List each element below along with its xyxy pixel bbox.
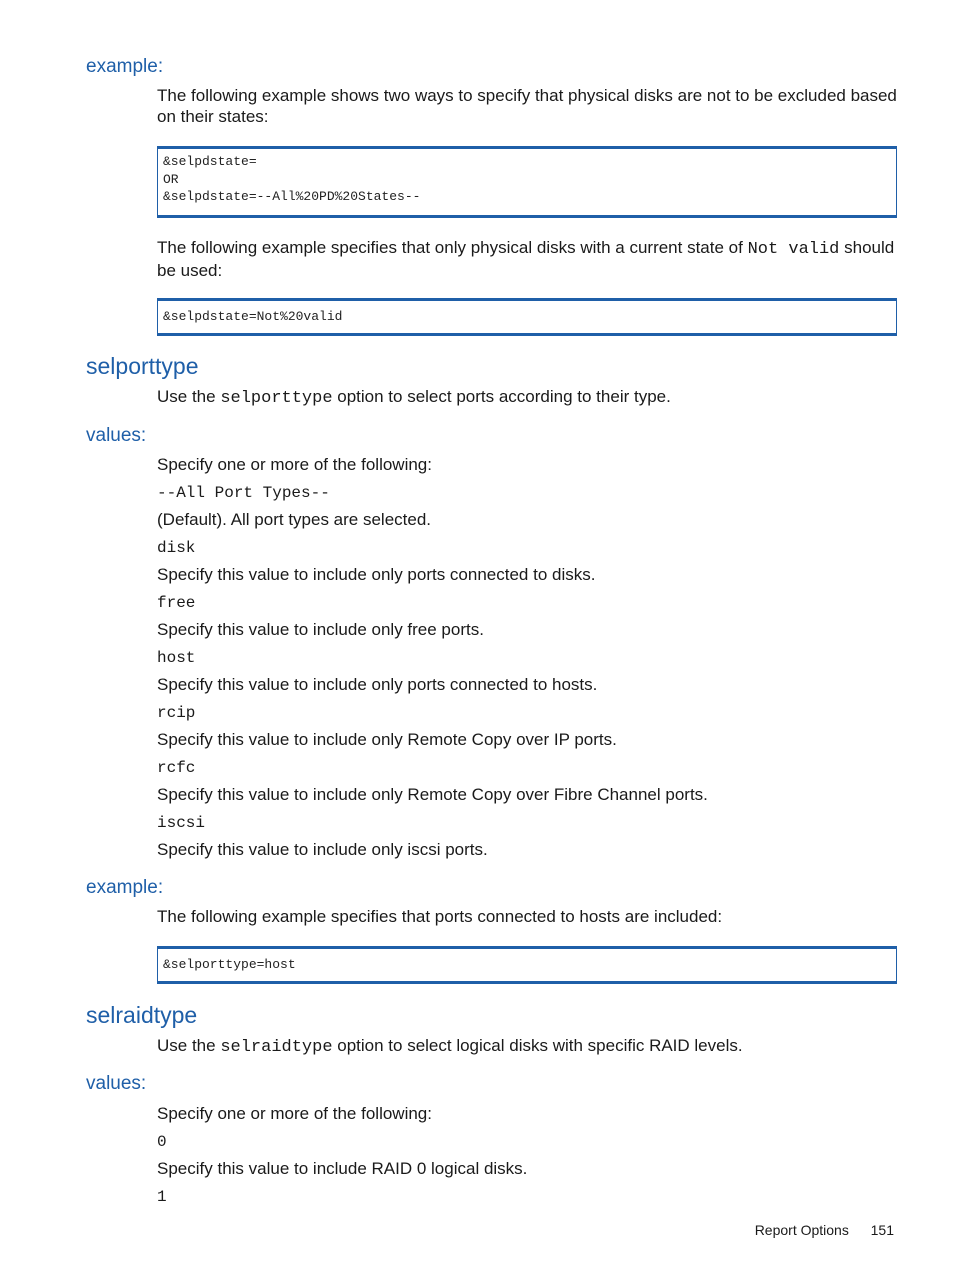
- code-block: [157, 946, 897, 984]
- code-line: &selporttype=host: [163, 957, 296, 972]
- value-term: host: [157, 649, 196, 667]
- value-desc: Specify this value to include only ports connected to hosts.: [157, 675, 598, 694]
- code-block: [157, 146, 897, 218]
- value-term: 0: [157, 1133, 167, 1151]
- value-term: disk: [157, 539, 196, 557]
- value-term: rcip: [157, 704, 196, 722]
- code-line: &selpdstate=: [163, 154, 257, 169]
- code-line: OR: [163, 171, 179, 187]
- text-fragment: should be used:: [157, 238, 895, 280]
- value-desc: Specify this value to include only free ports.: [157, 620, 484, 639]
- value-desc: Specify this value to include only ports connected to disks.: [157, 565, 596, 584]
- inline-code: selraidtype: [220, 1038, 333, 1057]
- section-intro: [157, 386, 897, 409]
- value-term: --All Port Types--: [157, 484, 330, 502]
- value-desc: Specify this value to include RAID 0 logical disks.: [157, 1159, 528, 1178]
- values-heading: values:: [86, 425, 147, 446]
- example-text: The following example shows two ways to specify that physical disks are not to be excluded based on their states:: [157, 86, 897, 126]
- text-fragment: Use the: [157, 387, 221, 406]
- example-text: The following example specifies that ports connected to hosts are included:: [157, 907, 723, 926]
- text-fragment: option to select ports according to their type.: [332, 387, 671, 406]
- page-number: 151: [870, 1222, 894, 1238]
- values-heading: values:: [86, 1073, 147, 1094]
- page-footer: [755, 1222, 894, 1238]
- value-term: 1: [157, 1188, 167, 1206]
- footer-section: Report Options: [754, 1222, 849, 1238]
- section-title: selporttype: [86, 353, 199, 379]
- example-text: [157, 237, 897, 281]
- section-title: selraidtype: [86, 1002, 198, 1028]
- value-term: rcfc: [157, 759, 196, 777]
- example-heading: example:: [86, 877, 164, 898]
- code-line: &selpdstate=Not%20valid: [163, 309, 343, 324]
- value-desc: Specify this value to include only Remote Copy over IP ports.: [157, 730, 617, 749]
- text-fragment: option to select logical disks with specific RAID levels.: [332, 1036, 743, 1055]
- values-intro: Specify one or more of the following:: [157, 1104, 432, 1123]
- inline-code: selporttype: [220, 389, 333, 408]
- text-fragment: Use the: [157, 1036, 221, 1055]
- code-block: [157, 298, 897, 336]
- value-term: free: [157, 594, 196, 612]
- code-line: &selpdstate=--All%20PD%20States--: [163, 189, 421, 204]
- value-term: iscsi: [157, 814, 206, 832]
- inline-code: Not valid: [747, 240, 840, 259]
- section-intro: [157, 1035, 897, 1058]
- value-desc: Specify this value to include only Remote Copy over Fibre Channel ports.: [157, 785, 708, 804]
- value-desc: (Default). All port types are selected.: [157, 510, 432, 529]
- values-intro: Specify one or more of the following:: [157, 455, 432, 474]
- value-desc: Specify this value to include only iscsi ports.: [157, 840, 488, 859]
- text-fragment: The following example specifies that only physical disks with a current state of: [157, 238, 748, 257]
- example-heading: example:: [86, 56, 164, 77]
